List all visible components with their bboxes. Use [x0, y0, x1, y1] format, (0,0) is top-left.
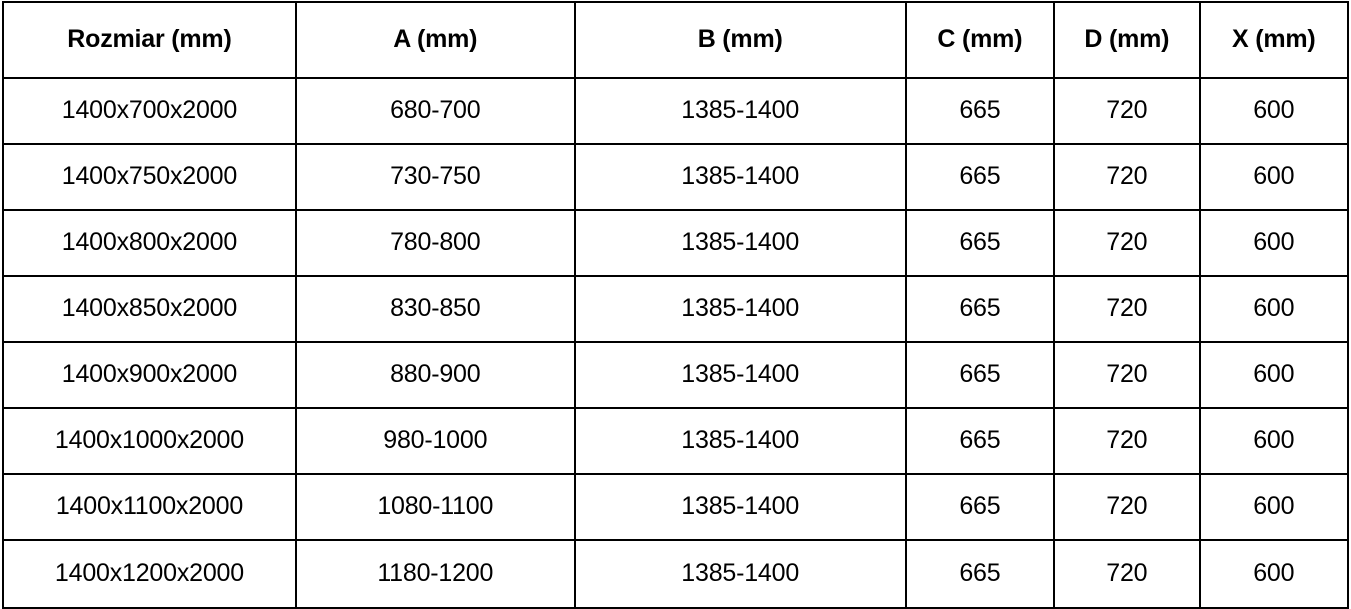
cell-d: 720: [1054, 276, 1199, 342]
table-row: [3, 474, 1348, 540]
cell-c: 665: [906, 276, 1054, 342]
cell-size: 1400x850x2000: [3, 276, 296, 342]
table-row: [3, 342, 1348, 408]
cell-c: 665: [906, 342, 1054, 408]
cell-b: 1385-1400: [575, 408, 906, 474]
cell-x: 600: [1200, 210, 1348, 276]
column-header-a: A (mm): [296, 2, 575, 78]
cell-size: 1400x700x2000: [3, 78, 296, 144]
cell-d: 720: [1054, 342, 1199, 408]
cell-c: 665: [906, 210, 1054, 276]
column-header-c: C (mm): [906, 2, 1054, 78]
cell-b: 1385-1400: [575, 210, 906, 276]
cell-x: 600: [1200, 408, 1348, 474]
cell-size: 1400x900x2000: [3, 342, 296, 408]
cell-a: 830-850: [296, 276, 575, 342]
column-header-b: B (mm): [575, 2, 906, 78]
cell-d: 720: [1054, 210, 1199, 276]
table-row: [3, 276, 1348, 342]
cell-x: 600: [1200, 276, 1348, 342]
spec-table-container: [0, 1, 1351, 588]
cell-x: 600: [1200, 540, 1348, 608]
cell-a: 780-800: [296, 210, 575, 276]
cell-size: 1400x1100x2000: [3, 474, 296, 540]
column-header-d: D (mm): [1054, 2, 1199, 78]
cell-c: 665: [906, 474, 1054, 540]
cell-d: 720: [1054, 78, 1199, 144]
cell-a: 880-900: [296, 342, 575, 408]
column-header-rozmiar: Rozmiar (mm): [3, 2, 296, 78]
cell-a: 1080-1100: [296, 474, 575, 540]
cell-size: 1400x1200x2000: [3, 540, 296, 608]
cell-x: 600: [1200, 78, 1348, 144]
cell-a: 680-700: [296, 78, 575, 144]
cell-size: 1400x1000x2000: [3, 408, 296, 474]
table-row: [3, 408, 1348, 474]
table-row: [3, 210, 1348, 276]
cell-x: 600: [1200, 474, 1348, 540]
cell-size: 1400x800x2000: [3, 210, 296, 276]
table-row: [3, 144, 1348, 210]
table-header-row: [3, 2, 1348, 78]
cell-b: 1385-1400: [575, 144, 906, 210]
cell-x: 600: [1200, 342, 1348, 408]
cell-d: 720: [1054, 144, 1199, 210]
cell-a: 730-750: [296, 144, 575, 210]
cell-size: 1400x750x2000: [3, 144, 296, 210]
cell-a: 1180-1200: [296, 540, 575, 608]
cell-b: 1385-1400: [575, 540, 906, 608]
table-row: [3, 540, 1348, 608]
cell-x: 600: [1200, 144, 1348, 210]
cell-c: 665: [906, 540, 1054, 608]
cell-d: 720: [1054, 408, 1199, 474]
cell-b: 1385-1400: [575, 276, 906, 342]
cell-c: 665: [906, 408, 1054, 474]
cell-c: 665: [906, 78, 1054, 144]
table-header: [3, 2, 1348, 78]
cell-a: 980-1000: [296, 408, 575, 474]
dimensions-table: [2, 1, 1349, 609]
cell-d: 720: [1054, 540, 1199, 608]
cell-c: 665: [906, 144, 1054, 210]
column-header-x: X (mm): [1200, 2, 1348, 78]
table-row: [3, 78, 1348, 144]
cell-b: 1385-1400: [575, 78, 906, 144]
cell-d: 720: [1054, 474, 1199, 540]
cell-b: 1385-1400: [575, 342, 906, 408]
table-body: [3, 78, 1348, 608]
cell-b: 1385-1400: [575, 474, 906, 540]
